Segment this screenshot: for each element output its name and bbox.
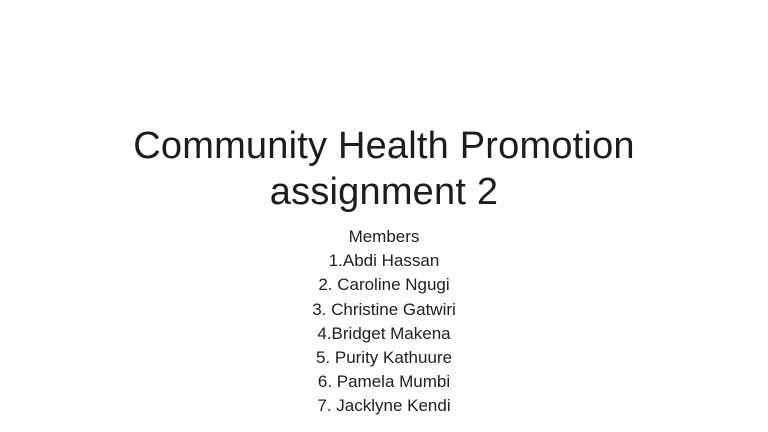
member-item: 5. Purity Kathuure xyxy=(315,348,453,368)
slide-subtitle xyxy=(0,225,768,419)
member-item: 1.Abdi Hassan xyxy=(328,251,440,271)
member-item: 6. Pamela Mumbi xyxy=(317,372,451,392)
member-item: 3. Christine Gatwiri xyxy=(312,299,456,319)
title-line-1: Community Health Promotion xyxy=(133,125,635,167)
member-item: 4.Bridget Makena xyxy=(317,323,451,343)
member-item: 2. Caroline Ngugi xyxy=(318,275,450,295)
title-line-2: assignment 2 xyxy=(269,171,499,213)
slide-title xyxy=(0,123,768,215)
member-item: 7. Jacklyne Kendi xyxy=(317,396,451,416)
members-label: Members xyxy=(348,227,420,246)
